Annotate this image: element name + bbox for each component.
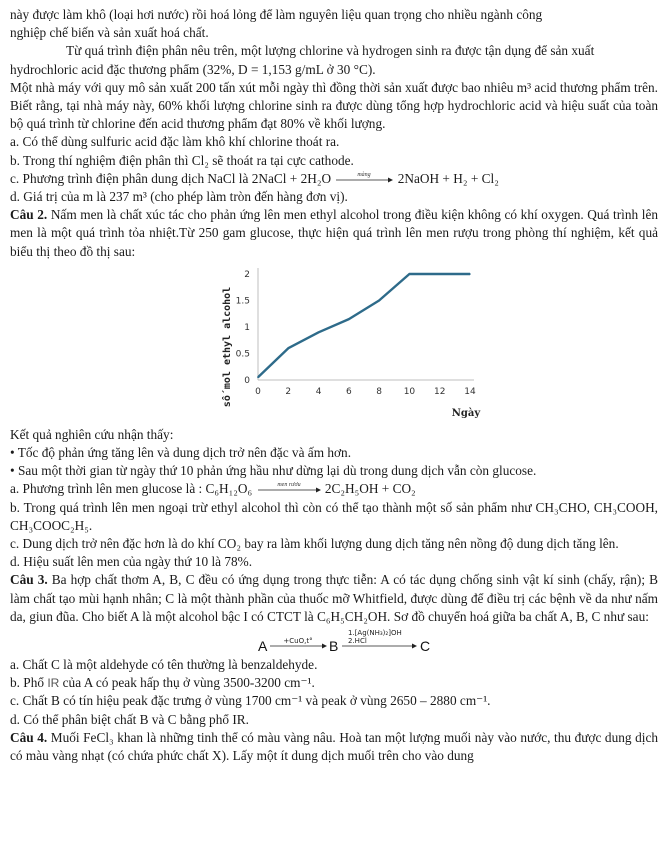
fermentation-chart-svg xyxy=(198,262,488,424)
question-2-option-a xyxy=(10,480,658,498)
compound-c: C xyxy=(420,638,431,655)
question-4-text: Muối FeCl₃ khan là những tinh thể có màu vàng nâu. Hoà tan một lượng muối này vào nước, thu được dung dịch có màu vàng nhạt (có chứa phức chất X). Lấy một ít dung dịch muối trên cho vào dung xyxy=(10,729,658,764)
question-4-label: Câu 4. xyxy=(10,729,48,745)
question-2-option-b: b. Trong quá trình lên men ngoại trừ ethyl alcohol thì còn có thể tạo thành một số sản phẩm như CH₃CHO, CH₃COOH, CH₃COOC₂H₅. xyxy=(10,499,658,533)
reaction-arrow-fermentation-label: men rươu xyxy=(276,482,301,489)
x-tick-label: 6 xyxy=(345,386,352,397)
data-point xyxy=(348,318,350,320)
y-tick-label: 0.5 xyxy=(235,349,250,360)
data-point xyxy=(257,376,259,378)
data-point xyxy=(469,273,471,275)
results-bullet-1: • Tốc độ phản ứng tăng lên và dung dịch trở nên đặc và ấm hơn. xyxy=(10,445,352,461)
intro-line-1: này được làm khô (loại hơi nước) rồi hoá lỏng để làm nguyên liệu quan trọng cho nhiều ngành công xyxy=(10,7,543,22)
data-point xyxy=(318,331,320,333)
x-tick-label: 2 xyxy=(285,386,292,397)
results-bullet-2: • Sau một thời gian từ ngày thứ 10 phản ứng hầu như dừng lại dù trong dung dịch vẫn còn glucose. xyxy=(10,463,537,479)
reaction-arrow-membrane-label: màng xyxy=(357,171,372,178)
intro-option-d: d. Giá trị của m là 237 m³ (cho phép làm tròn đến hàng đơn vị). xyxy=(10,189,348,205)
x-tick-label: 10 xyxy=(403,386,416,397)
intro-line-3: Từ quá trình điện phân nêu trên, một lượng chlorine và hydrogen sinh ra được tận dụng để sản xuất xyxy=(66,43,595,59)
intro-paragraph: Một nhà máy với quy mô sản xuất 200 tấn xút mỗi ngày thì đồng thời sản xuất được bao nhiêu m³ acid thương phẩm trên. Biết rằng, tại nhà máy này, 60% khối lượng chlorine sinh ra được dùng tổng hợp hydrochloric acid và hiệu suất của toàn bộ quá trình từ chlorine đến acid thương phẩm đạt 80% về khối lượng. xyxy=(10,79,658,132)
question-2 xyxy=(10,206,658,261)
intro-option-c-lhs: c. Phương trình điện phân dung dịch NaCl là 2NaCl + 2H₂O xyxy=(10,170,332,186)
question-3-text: Ba hợp chất thơm A, B, C đều có ứng dụng trong thực tiễn: A có tác dụng chống sinh vật kí sinh (chấy, rận); B làm chất tạo mùi hạnh nhân; C là một thành phần của thuốc mỡ Whitfield, được dùng để điều trị các bệnh về da như nấm da, giun đũa. Cho biết A là một alcohol bậc I có CTCT là C₆H₅CH₂OH. Sơ đồ chuyển hoá giữa ba chất A, B, C như sau: xyxy=(10,572,658,624)
intro-option-a: a. Có thể dùng sulfuric acid đặc làm khô khí chlorine thoát ra. xyxy=(10,134,340,150)
question-3-option-d: d. Có thể phân biệt chất B và C bằng phổ IR. xyxy=(10,711,249,727)
data-point xyxy=(439,273,441,275)
x-tick-label: 4 xyxy=(315,386,322,397)
intro-line-4: hydrochloric acid đặc thương phẩm (32%, D = 1,153 g/mL ở 30 °C). xyxy=(10,61,376,77)
x-tick-label: 12 xyxy=(433,386,446,397)
x-axis-label: Ngày xyxy=(451,407,481,419)
intro-option-b: b. Trong thí nghiệm điện phân thì Cl₂ sẽ thoát ra tại cực cathode. xyxy=(10,152,354,168)
arrow-1-label: +CuO,t° xyxy=(283,637,313,646)
document-page xyxy=(10,6,658,765)
ir-term: IR xyxy=(47,676,60,691)
question-4 xyxy=(10,729,658,765)
y-tick-label: 2 xyxy=(244,269,250,280)
data-point xyxy=(409,273,411,275)
question-2-text: Nấm men là chất xúc tác cho phản ứng lên men ethyl alcohol trong điều kiện không có khí oxygen. Quá trình lên men là một quá trình tỏa nhiệt.Từ 250 gam glucose, thực hiện quá trình lên men rượu trong phòng thí nghiệm, kết quả biểu thị theo đồ thị sau: xyxy=(10,207,658,259)
y-axis-label: số mol ethyl alcohol xyxy=(222,286,233,408)
data-point xyxy=(378,300,380,302)
intro-option-c-rhs: 2NaOH + H₂ + Cl₂ xyxy=(397,170,499,186)
question-2-option-c: c. Dung dịch trở nên đặc hơn là do khí CO₂ bay ra làm khối lượng dung dịch tăng nên nồng độ dung dịch tăng lên. xyxy=(10,536,619,552)
fermentation-chart xyxy=(10,262,658,424)
question-3-option-b xyxy=(10,674,658,692)
question-3-option-a: a. Chất C là một aldehyde có tên thường là benzaldehyde. xyxy=(10,657,318,673)
reaction-arrow-fermentation xyxy=(256,481,322,495)
question-3 xyxy=(10,571,658,626)
x-tick-label: 8 xyxy=(376,386,383,397)
question-2-option-d: d. Hiệu suất lên men của ngày thứ 10 là 78%. xyxy=(10,554,253,570)
arrow-2-top-label: 1.[Ag(NH₃)₂]OH xyxy=(348,629,402,638)
intro-line-2: nghiệp chế biến và sản xuất hoá chất. xyxy=(10,25,209,41)
compound-a: A xyxy=(258,638,268,655)
question-2-label: Câu 2. xyxy=(10,207,48,223)
arrow-1-head xyxy=(322,644,327,649)
y-tick-label: 1 xyxy=(244,322,250,333)
y-tick-label: 0 xyxy=(244,375,250,386)
question-3-option-b-pre: b. Phổ xyxy=(10,675,48,691)
arrow-2-bottom-label: 2.HCl xyxy=(348,637,367,646)
data-point xyxy=(287,347,289,349)
intro-option-c xyxy=(10,170,658,188)
reaction-arrow-membrane xyxy=(334,171,394,185)
y-tick-label: 1.5 xyxy=(235,296,250,307)
question-2-option-a-rhs: 2C₂H₅OH + CO₂ xyxy=(324,481,416,497)
compound-b: B xyxy=(329,638,339,655)
x-tick-label: 0 xyxy=(255,386,261,397)
question-3-option-b-post: của A có peak hấp thụ ở vùng 3500-3200 cm⁻¹. xyxy=(59,675,315,691)
question-3-label: Câu 3. xyxy=(10,572,48,588)
arrow-2-head xyxy=(412,644,417,649)
question-3-option-c: c. Chất B có tín hiệu peak đặc trưng ở vùng 1700 cm⁻¹ và peak ở vùng 2650 – 2880 cm⁻¹. xyxy=(10,693,491,709)
results-title: Kết quả nghiên cứu nhận thấy: xyxy=(10,426,174,442)
series-line xyxy=(258,274,470,377)
x-tick-label: 14 xyxy=(464,386,476,397)
question-2-option-a-lhs: a. Phương trình lên men glucose là : C₆H₁₂O₆ xyxy=(10,481,253,497)
conversion-scheme xyxy=(10,626,658,656)
conversion-scheme-svg xyxy=(256,626,436,656)
